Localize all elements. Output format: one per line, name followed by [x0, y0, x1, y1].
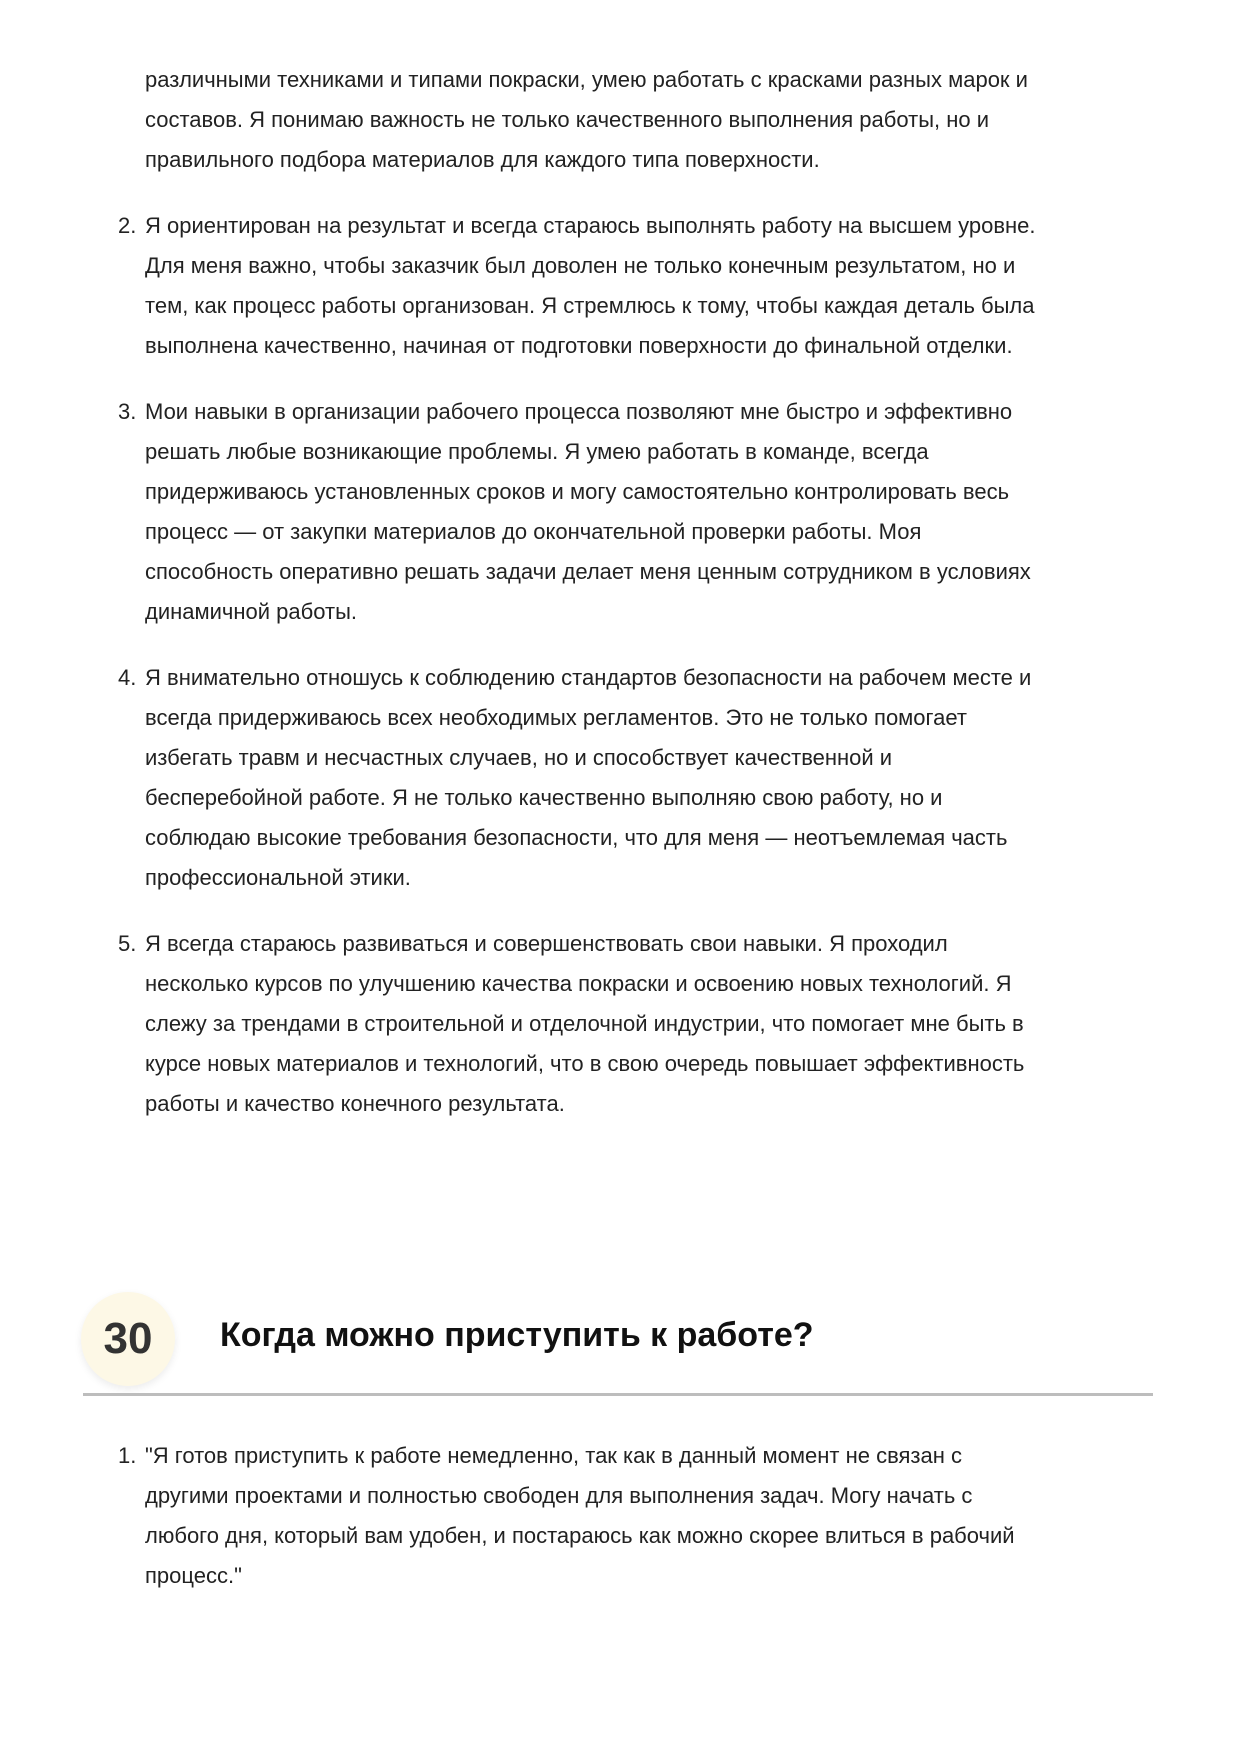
list-item-text-line: бесперебойной работе. Я не только качественно выполняю свою работу, но и [145, 785, 943, 810]
list-item-text-line: несколько курсов по улучшению качества покраски и освоению новых технологий. Я [145, 971, 1012, 996]
list-item-text-line: динамичной работы. [145, 599, 357, 624]
list-item-text-line: Мои навыки в организации рабочего процесса позволяют мне быстро и эффективно [145, 399, 1013, 424]
list-item-text-line: процесс — от закупки материалов до окончательной проверки работы. Моя [145, 519, 922, 544]
list-item-text-line: Я внимательно отношусь к соблюдению стандартов безопасности на рабочем месте и [145, 665, 1032, 690]
list-item-text-line: всегда придерживаюсь всех необходимых регламентов. Это не только помогает [145, 705, 967, 730]
list-item [0, 924, 1239, 1124]
list-item-text-line: работы и качество конечного результата. [145, 1091, 565, 1116]
list-item [0, 392, 1239, 632]
answer-list [0, 60, 1239, 1150]
list-item-text-line: способность оперативно решать задачи делает меня ценным сотрудником в условиях [145, 559, 1031, 584]
list-item-text-line: составов. Я понимаю важность не только качественного выполнения работы, но и [145, 107, 990, 132]
section-divider [83, 1393, 1153, 1396]
section-title: Когда можно приступить к работе? [220, 1316, 814, 1354]
list-item-text-line: придерживаюсь установленных сроков и могу самостоятельно контролировать весь [145, 479, 1010, 504]
list-item-text-line: любого дня, который вам удобен, и постараюсь как можно скорее влиться в рабочий [145, 1523, 1015, 1548]
list-item-text-line: Я всегда стараюсь развиваться и совершенствовать свои навыки. Я проходил [145, 931, 948, 956]
list-item-text-line: "Я готов приступить к работе немедленно, так как в данный момент не связан с [145, 1443, 963, 1468]
section-number-badge: 30 [81, 1292, 175, 1386]
list-item-text-line: курсе новых материалов и технологий, что в свою очередь повышает эффективность [145, 1051, 1025, 1076]
list-item-text-line: тем, как процесс работы организован. Я стремлюсь к тому, чтобы каждая деталь была [145, 293, 1035, 318]
list-item-text-line: процесс." [145, 1563, 242, 1588]
list-item-text-line: другими проектами и полностью свободен для выполнения задач. Могу начать с [145, 1483, 973, 1508]
section-answer-list [0, 1436, 1239, 1622]
list-item [0, 206, 1239, 366]
list-item-text-line: выполнена качественно, начиная от подготовки поверхности до финальной отделки. [145, 333, 1013, 358]
list-item-text-line: правильного подбора материалов для каждого типа поверхности. [145, 147, 820, 172]
list-item-text-line: профессиональной этики. [145, 865, 411, 890]
list-item-number: 3. [118, 399, 137, 424]
list-item [0, 1436, 1239, 1596]
list-item-text-line: слежу за трендами в строительной и отделочной индустрии, что помогает мне быть в [145, 1011, 1024, 1036]
list-item-text-line: избегать травм и несчастных случаев, но и способствует качественной и [145, 745, 893, 770]
list-item [0, 60, 1239, 180]
list-item-text-line: соблюдаю высокие требования безопасности, что для меня — неотъемлемая часть [145, 825, 1008, 850]
list-item-number: 5. [118, 931, 137, 956]
list-item-text-line: Я ориентирован на результат и всегда стараюсь выполнять работу на высшем уровне. [145, 213, 1036, 238]
list-item-text-line: Для меня важно, чтобы заказчик был доволен не только конечным результатом, но и [145, 253, 1016, 278]
list-item-number: 4. [118, 665, 137, 690]
list-item-number: 1. [118, 1443, 137, 1468]
list-item-text-line: различными техниками и типами покраски, умею работать с красками разных марок и [145, 67, 1028, 92]
list-item-text-line: решать любые возникающие проблемы. Я умею работать в команде, всегда [145, 439, 929, 464]
list-item-number: 2. [118, 213, 137, 238]
list-item [0, 658, 1239, 898]
